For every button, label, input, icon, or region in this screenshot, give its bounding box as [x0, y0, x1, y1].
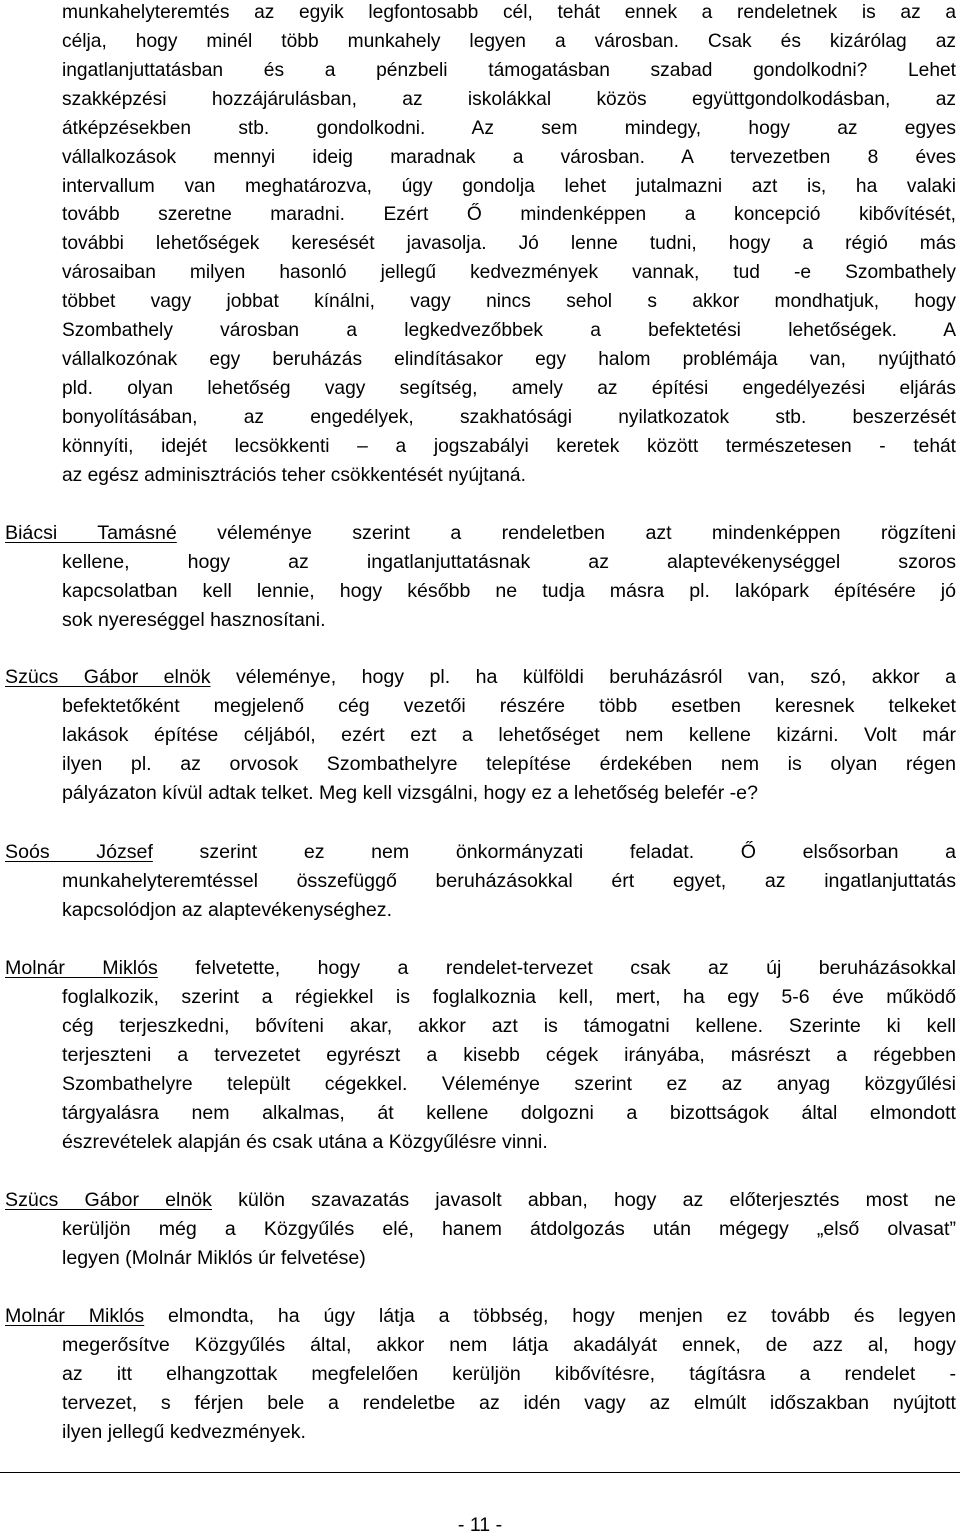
text-line: kapcsolatban kell lennie, hogy később ne tudja másra pl. lakópark építésére jó: [62, 580, 956, 602]
text-line: tovább szeretne maradni. Ezért Ő mindenképpen a koncepció kibővítését,: [62, 204, 956, 225]
text-run: felvetette, hogy a rendelet-tervezet csak az új beruházásokkal: [157, 957, 956, 979]
text-line: ilyen pl. az orvosok Szombathelyre telepítése érdekében nem is olyan régen: [62, 753, 956, 775]
paragraph-first-line: [5, 1302, 956, 1331]
text-run: külön szavazatás javasolt abban, hogy az előterjesztés most ne: [211, 1189, 956, 1211]
text-line: ingatlanjuttatásban és a pénzbeli támogatásban szabad gondolkodni? Lehet: [62, 60, 956, 81]
text-line: városaiban milyen hasonló jellegű kedvezmények vannak, tud -e Szombathely: [62, 262, 956, 283]
page-number: - 11 -: [457, 1514, 503, 1536]
text-line: szakképzési hozzájárulásban, az iskolákkal közös együttgondolkodásban, az: [62, 89, 956, 110]
text-line: tervezet, s férjen bele a rendeletbe az idén vagy az elmúlt időszakban nyújtott: [62, 1392, 956, 1414]
text-line: észrevételek alapján és csak utána a Közgyűlésre vinni.: [62, 1131, 548, 1153]
text-line: az egész adminisztrációs teher csökkentését nyújtaná.: [62, 465, 526, 486]
text-line: lakások építése céljából, ezért ezt a lehetőséget nem kellene kizárni. Volt már: [62, 724, 956, 746]
text-run: szerint ez nem önkormányzati feladat. Ő elsősorban a: [152, 841, 956, 863]
text-line: többet vagy jobbat kínálni, vagy nincs sehol s akkor mondhatjuk, hogy: [62, 291, 956, 312]
text-line: munkahelyteremtés az egyik legfontosabb cél, tehát ennek a rendeletnek is az a: [62, 2, 956, 23]
text-line: befektetőként megjelenő cég vezetői részére több esetben keresnek telkeket: [62, 695, 956, 717]
text-line: vállalkozások mennyi ideig maradnak a városban. A tervezetben 8 éves: [62, 147, 956, 168]
speaker-name: Soós József: [5, 841, 153, 863]
text-line: pld. olyan lehetőség vagy segítség, amely az építési engedélyezési eljárás: [62, 378, 956, 399]
text-line: ilyen jellegű kedvezmények.: [62, 1421, 306, 1443]
text-line: terjeszteni a tervezetet egyrészt a kisebb cégek irányába, másrészt a régebben: [62, 1044, 956, 1066]
footer-divider: [0, 1472, 960, 1473]
text-line: intervallum van meghatározva, úgy gondolja lehet jutalmazni azt is, ha valaki: [62, 176, 956, 197]
text-line: sok nyereséggel hasznosítani.: [62, 609, 326, 631]
paragraph-first-line: [5, 954, 956, 983]
text-line: megerősítve Közgyűlés által, akkor nem látja akadályát ennek, de azz al, hogy: [62, 1334, 956, 1356]
text-line: kapcsolódjon az alaptevékenységhez.: [62, 899, 393, 921]
text-run: véleménye, hogy pl. ha külföldi beruházásról van, szó, akkor a: [210, 666, 956, 688]
paragraph-first-line: [5, 838, 956, 867]
text-line: az itt elhangzottak megfelelően kerüljön kibővítésre, tágításra a rendelet -: [62, 1363, 956, 1385]
text-line: cég terjeszkedni, bővíteni akar, akkor azt is támogatni kellene. Szerinte ki kell: [62, 1015, 956, 1037]
speaker-name: Szücs Gábor elnök: [5, 1189, 212, 1211]
paragraph-first-line: [5, 1186, 956, 1215]
text-line: vállalkozónak egy beruházás elindításakor egy halom problémája van, nyújtható: [62, 349, 956, 370]
text-line: könnyíti, idejét lecsökkenti – a jogszabályi keretek között természetesen - tehát: [62, 436, 956, 457]
speaker-name: Molnár Miklós: [5, 1305, 145, 1327]
text-line: legyen (Molnár Miklós úr felvetése): [62, 1247, 366, 1269]
text-line: célja, hogy minél több munkahely legyen a városban. Csak és kizárólag az: [62, 31, 956, 52]
speaker-name: Biácsi Tamásné: [5, 522, 177, 544]
paragraph-first-line: [5, 519, 956, 548]
text-run: véleménye szerint a rendeletben azt mindenképpen rögzíteni: [176, 522, 956, 544]
text-line: foglalkozik, szerint a régiekkel is foglalkoznia kell, mert, ha egy 5-6 éve működő: [62, 986, 956, 1008]
text-line: kellene, hogy az ingatlanjuttatásnak az alaptevékenységgel szoros: [62, 551, 956, 573]
text-line: Szombathely városban a legkedvezőbbek a befektetési lehetőségek. A: [62, 320, 956, 341]
text-line: tárgyalásra nem alkalmas, át kellene dolgozni a bizottságok által elmondott: [62, 1102, 956, 1124]
speaker-name: Szücs Gábor elnök: [5, 666, 211, 688]
speaker-name: Molnár Miklós: [5, 957, 158, 979]
text-line: kerüljön még a Közgyűlés elé, hanem átdolgozás után mégegy „első olvasat”: [62, 1218, 956, 1240]
text-line: pályázaton kívül adtak telket. Meg kell vizsgálni, hogy ez a lehetőség belefér -e?: [62, 782, 758, 804]
text-line: munkahelyteremtéssel összefüggő beruházásokkal ért egyet, az ingatlanjuttatás: [62, 870, 956, 892]
paragraph-first-line: [5, 663, 956, 692]
text-line: további lehetőségek keresését javasolja. Jó lenne tudni, hogy a régió más: [62, 233, 956, 254]
text-line: bonyolításában, az engedélyek, szakhatósági nyilatkozatok stb. beszerzését: [62, 407, 956, 428]
text-line: átképzésekben stb. gondolkodni. Az sem mindegy, hogy az egyes: [62, 118, 956, 139]
text-run: elmondta, ha úgy látja a többség, hogy menjen ez tovább és legyen: [144, 1305, 956, 1327]
text-line: Szombathelyre települt cégekkel. Véleménye szerint ez az anyag közgyűlési: [62, 1073, 956, 1095]
